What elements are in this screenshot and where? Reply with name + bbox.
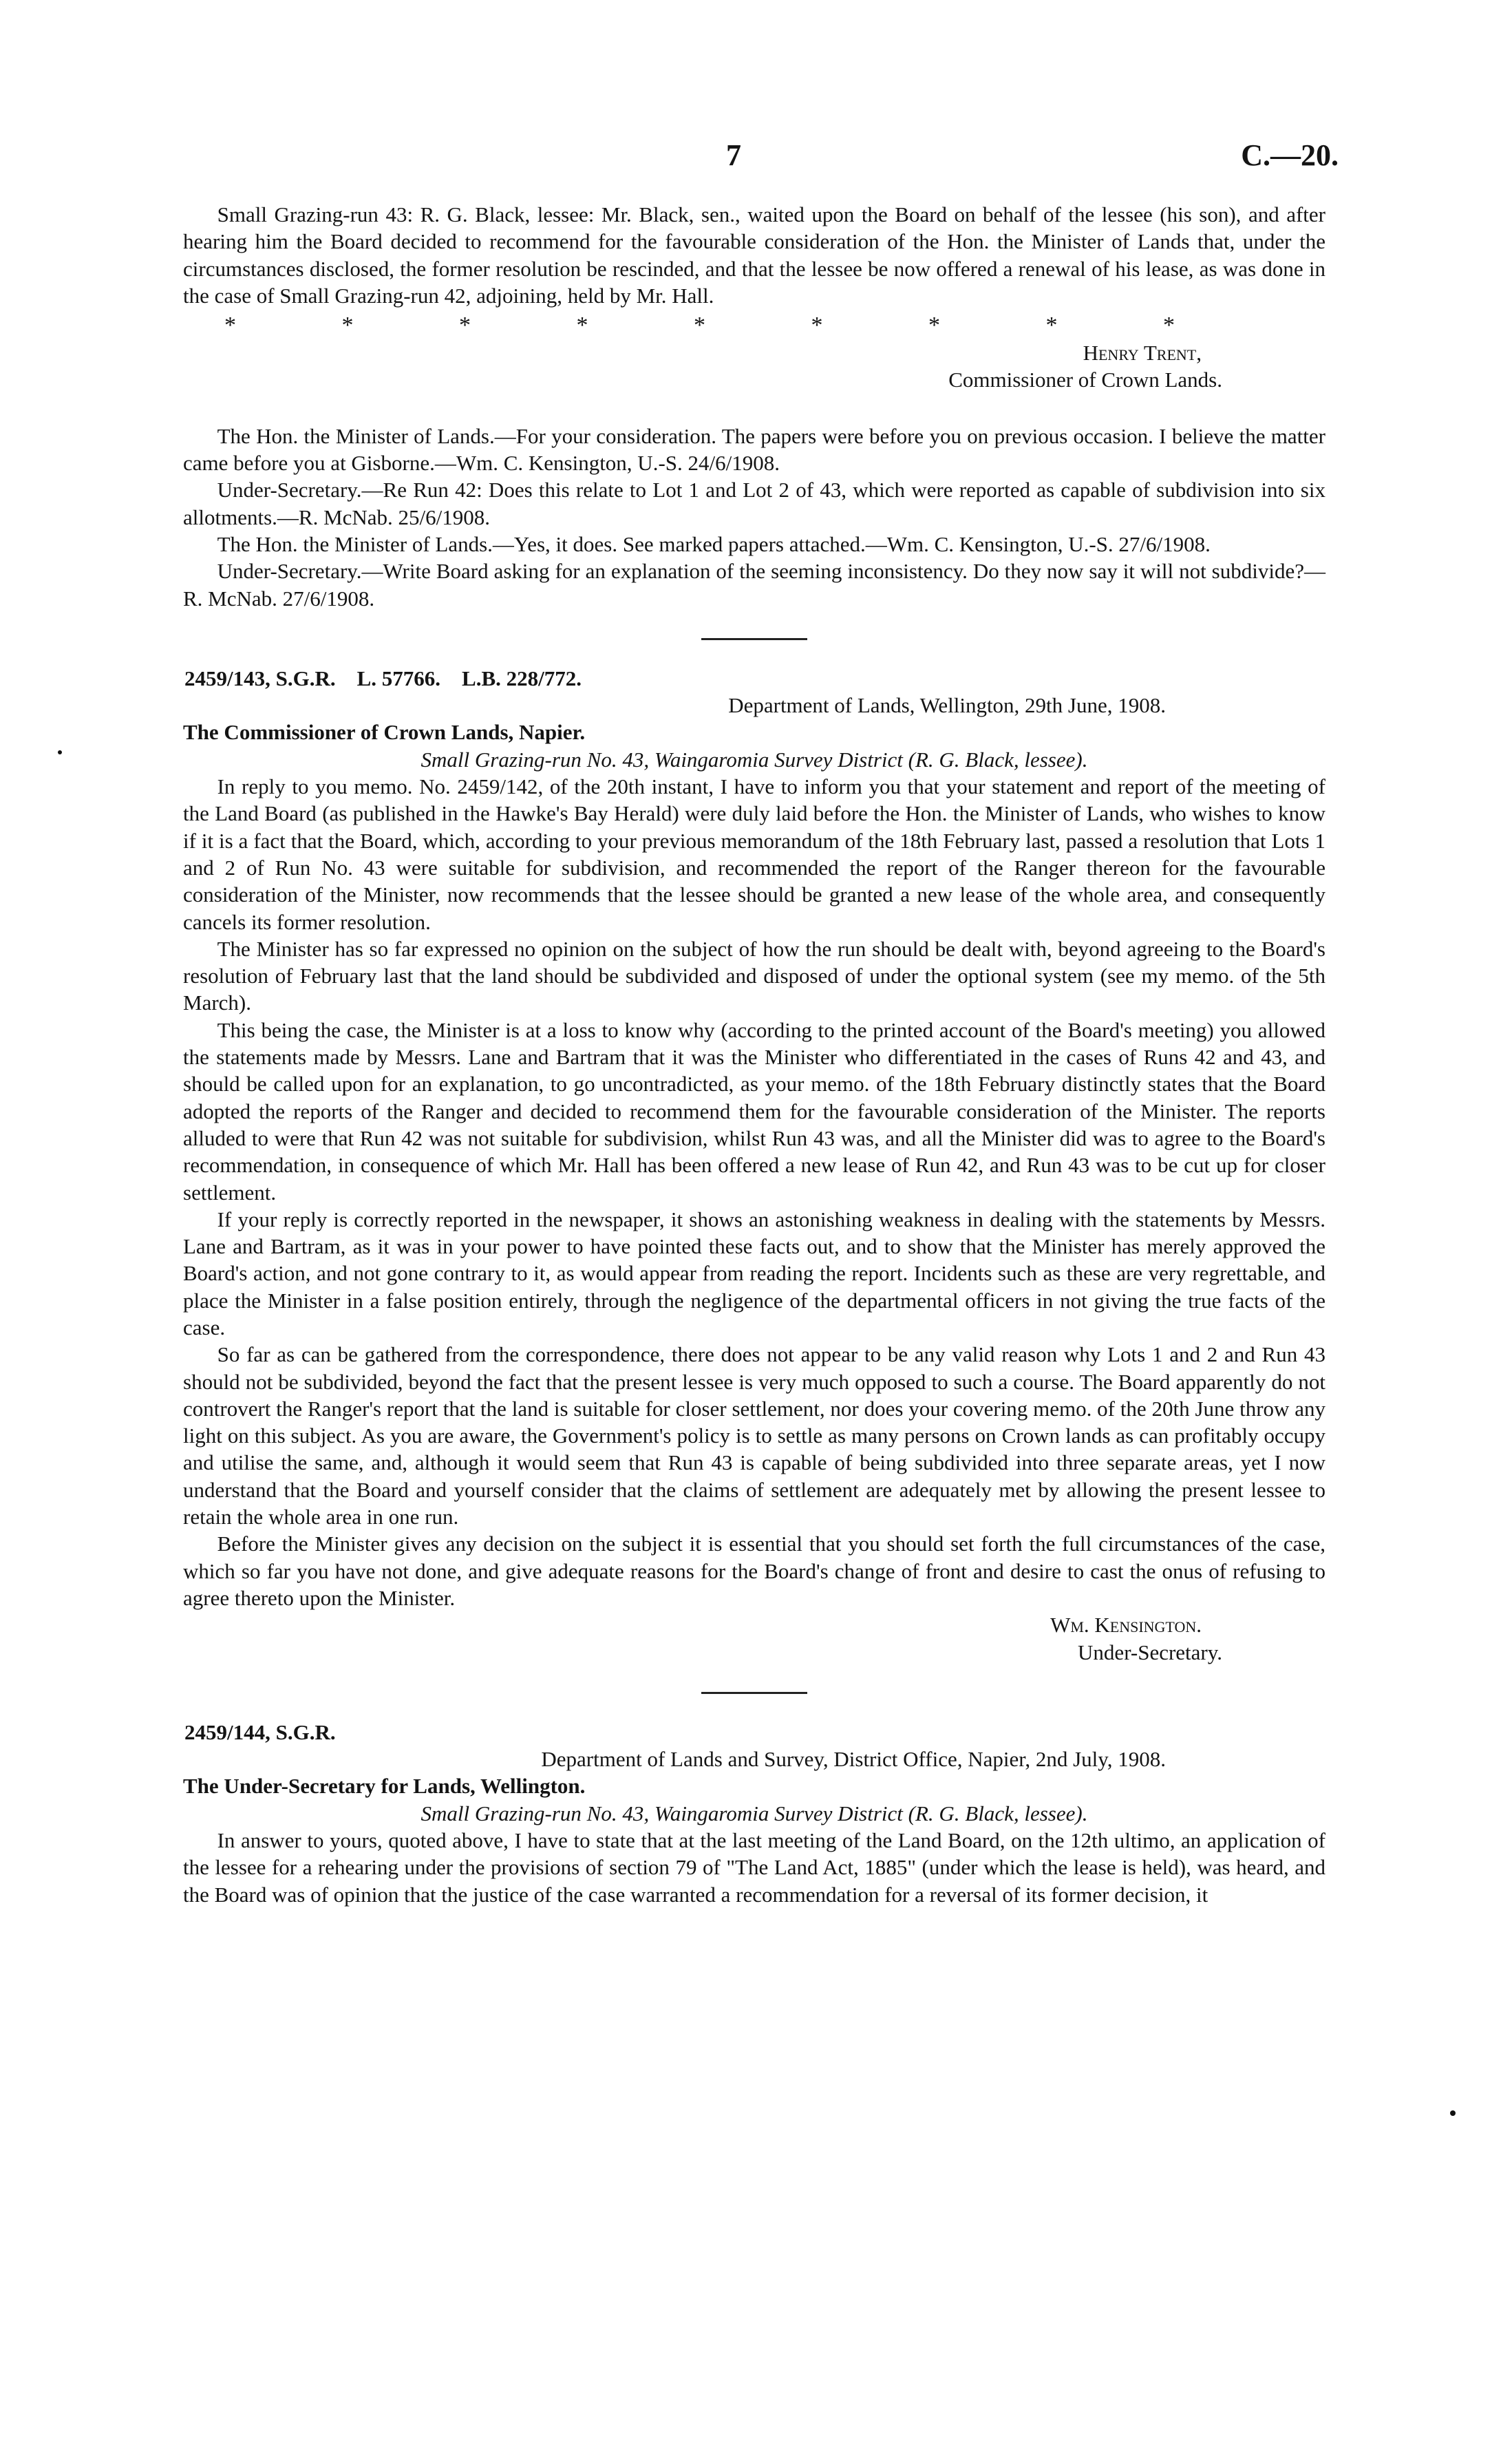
minute-entry: The Hon. the Minister of Lands.—Yes, it does. See marked papers attached.—Wm. C. Kensington, U.-S. 27/6/1908. [217,531,1211,556]
minute-entry: The Hon. the Minister of Lands.—For your consideration. The papers were before you on previous occasion. I believe the matter came before you at Gisborne.—Wm. C. Kensington, U.-S. 24/6/1908. [183,423,1325,476]
letter-july-2 [183,1719,1325,1908]
section-divider [701,638,807,640]
letter-addressee: The Commissioner of Crown Lands, Napier. [183,720,586,745]
margin-mark [1450,2110,1456,2116]
file-reference: 2459/143, S.G.R. L. 57766. L.B. 228/772. [184,666,582,690]
signature-name: Wm. Kensington. [1050,1613,1202,1638]
letter-dateline: Department of Lands, Wellington, 29th June, 1908. [728,693,1166,718]
letter-addressee: The Under-Secretary for Lands, Wellington. [183,1774,586,1799]
letter-june-29 [183,665,1325,1666]
letter-paragraph: If your reply is correctly reported in the newspaper, it shows an astonishing weakness in dealing with the statements by Messrs. Lane and Bartram, as it was in your power to have pointed these facts out, and to show that the Minister has merely approved the Board's action, and not gone contrary to it, as would appear from reading the report. Incidents such as these are very regrettable, and place the Minister in a false position entirely, through the negligence of the departmental officers in not giving the true facts of the case. [183,1207,1325,1339]
signature-title: Commissioner of Crown Lands. [948,368,1222,392]
letter-subject: Small Grazing-run No. 43, Waingaromia Survey District (R. G. Black, lessee). [420,1801,1088,1825]
letter-paragraph: The Minister has so far expressed no opinion on the subject of how the run should be dealt with, beyond agreeing to the Board's resolution of February last that the land should be subdivided and disposed of under the optional system (see my memo. of the 5th March). [183,936,1325,1015]
letter-paragraph: Before the Minister gives any decision on the subject it is essential that you should set forth the full circumstances of the case, which so far you have not done, and give adequate reasons for the Board's change of front and desire to cast the onus of refusing to agree thereto upon the Minister. [183,1532,1325,1610]
page-number: 7 [726,138,741,172]
letter-paragraph: So far as can be gathered from the correspondence, there does not appear to be any valid reason why Lots 1 and 2 and Run 43 should not be subdivided, beyond the fact that the present lessee is very much opposed to such a course. The Board apparently do not controvert the Ranger's report that the land is suitable for closer settlement, nor does your covering memo. of the 20th June throw any light on this subject. As you are aware, the Government's policy is to settle as many persons on Crown lands as can profitably occupy and utilise the same, and, although it would seem that Run 43 is capable of being subdivided into three separate areas, yet I now understand that the Board and yourself consider that the claims of settlement are adequately met by allowing the present lessee to retain the whole area in one run. [183,1342,1325,1529]
letter-subject: Small Grazing-run No. 43, Waingaromia Survey District (R. G. Black, lessee). [420,747,1088,772]
letter-paragraph: In answer to yours, quoted above, I have to state that at the last meeting of the Land Board, on the 12th ultimo, an application of the lessee for a rehearing under the provisions of section 79 of "The Land Act, 1885" (under which the lease is held), was heard, and the Board was of opinion that the justice of the case warranted a recommendation for a reversal of its former decision, it [183,1828,1325,1907]
letter-dateline: Department of Lands and Survey, District Office, Napier, 2nd July, 1908. [541,1747,1166,1772]
minutes-list [183,423,1325,612]
letter-paragraph: In reply to you memo. No. 2459/142, of the 20th instant, I have to inform you that your statement and report of the meeting of the Land Board (as published in the Hawke's Bay Herald) were duly laid before the Hon. the Minister of Lands, who wishes to know if it is a fact that the Board, which, according to your previous memorandum of the 18th February last, passed a resolution that Lots 1 and 2 of Run No. 43 were suitable for subdivision, and recommended the report of the Ranger thereon for the favourable consideration of the Minister, now recommends that the lessee should be granted a new lease of the whole area, and consequently cancels its former resolution. [183,774,1325,934]
margin-mark [58,750,62,754]
section-divider [701,1692,807,1694]
page-header [0,138,1512,179]
signature-name: Henry Trent, [1083,341,1202,366]
minute-entry: Under-Secretary.—Write Board asking for an explanation of the seeming inconsistency. Do they now say it will not subdivide?—R. McNab. 27/6/1908. [183,559,1325,611]
document-body [183,201,1325,1908]
letter-paragraph: This being the case, the Minister is at a loss to know why (according to the printed account of the Board's meeting) you allowed the statements made by Messrs. Lane and Bartram that it was the Minister who differentiated in the cases of Runs 42 and 43, and should be called upon for an explanation, to go uncontradicted, as your memo. of the 18th February distinctly states that the Board adopted the reports of the Ranger and decided to recommend them for the favourable consideration of the Minister. The reports alluded to were that Run 42 was not suitable for subdivision, whilst Run 43 was, and all the Minister did was to agree to the Board's recommendation, in consequence of which Mr. Hall has been offered a new lease of Run 42, and Run 43 was to be cut up for closer settlement. [183,1017,1325,1205]
board-resolution-paragraph: Small Grazing-run 43: R. G. Black, lessee: Mr. Black, sen., waited upon the Board on behalf of the lessee (his son), and after hearing him the Board decided to recommend for the favourable consideration of the Hon. the Minister of Lands that, under the circumstances disclosed, the former resolution be rescinded, and that the lessee be now offered a renewal of his lease, as was done in the case of Small Grazing-run 42, adjoining, held by Mr. Hall. [183,202,1325,308]
document-reference: C.—20. [1241,138,1339,172]
signature-title: Under-Secretary. [1078,1640,1222,1664]
file-reference: 2459/144, S.G.R. [184,1719,336,1744]
minute-entry: Under-Secretary.—Re Run 42: Does this relate to Lot 1 and Lot 2 of 43, which were reported as capable of subdivision into six allotments.—R. McNab. 25/6/1908. [183,478,1325,529]
section-separator-stars: * * * * * * * * * [224,313,1175,339]
